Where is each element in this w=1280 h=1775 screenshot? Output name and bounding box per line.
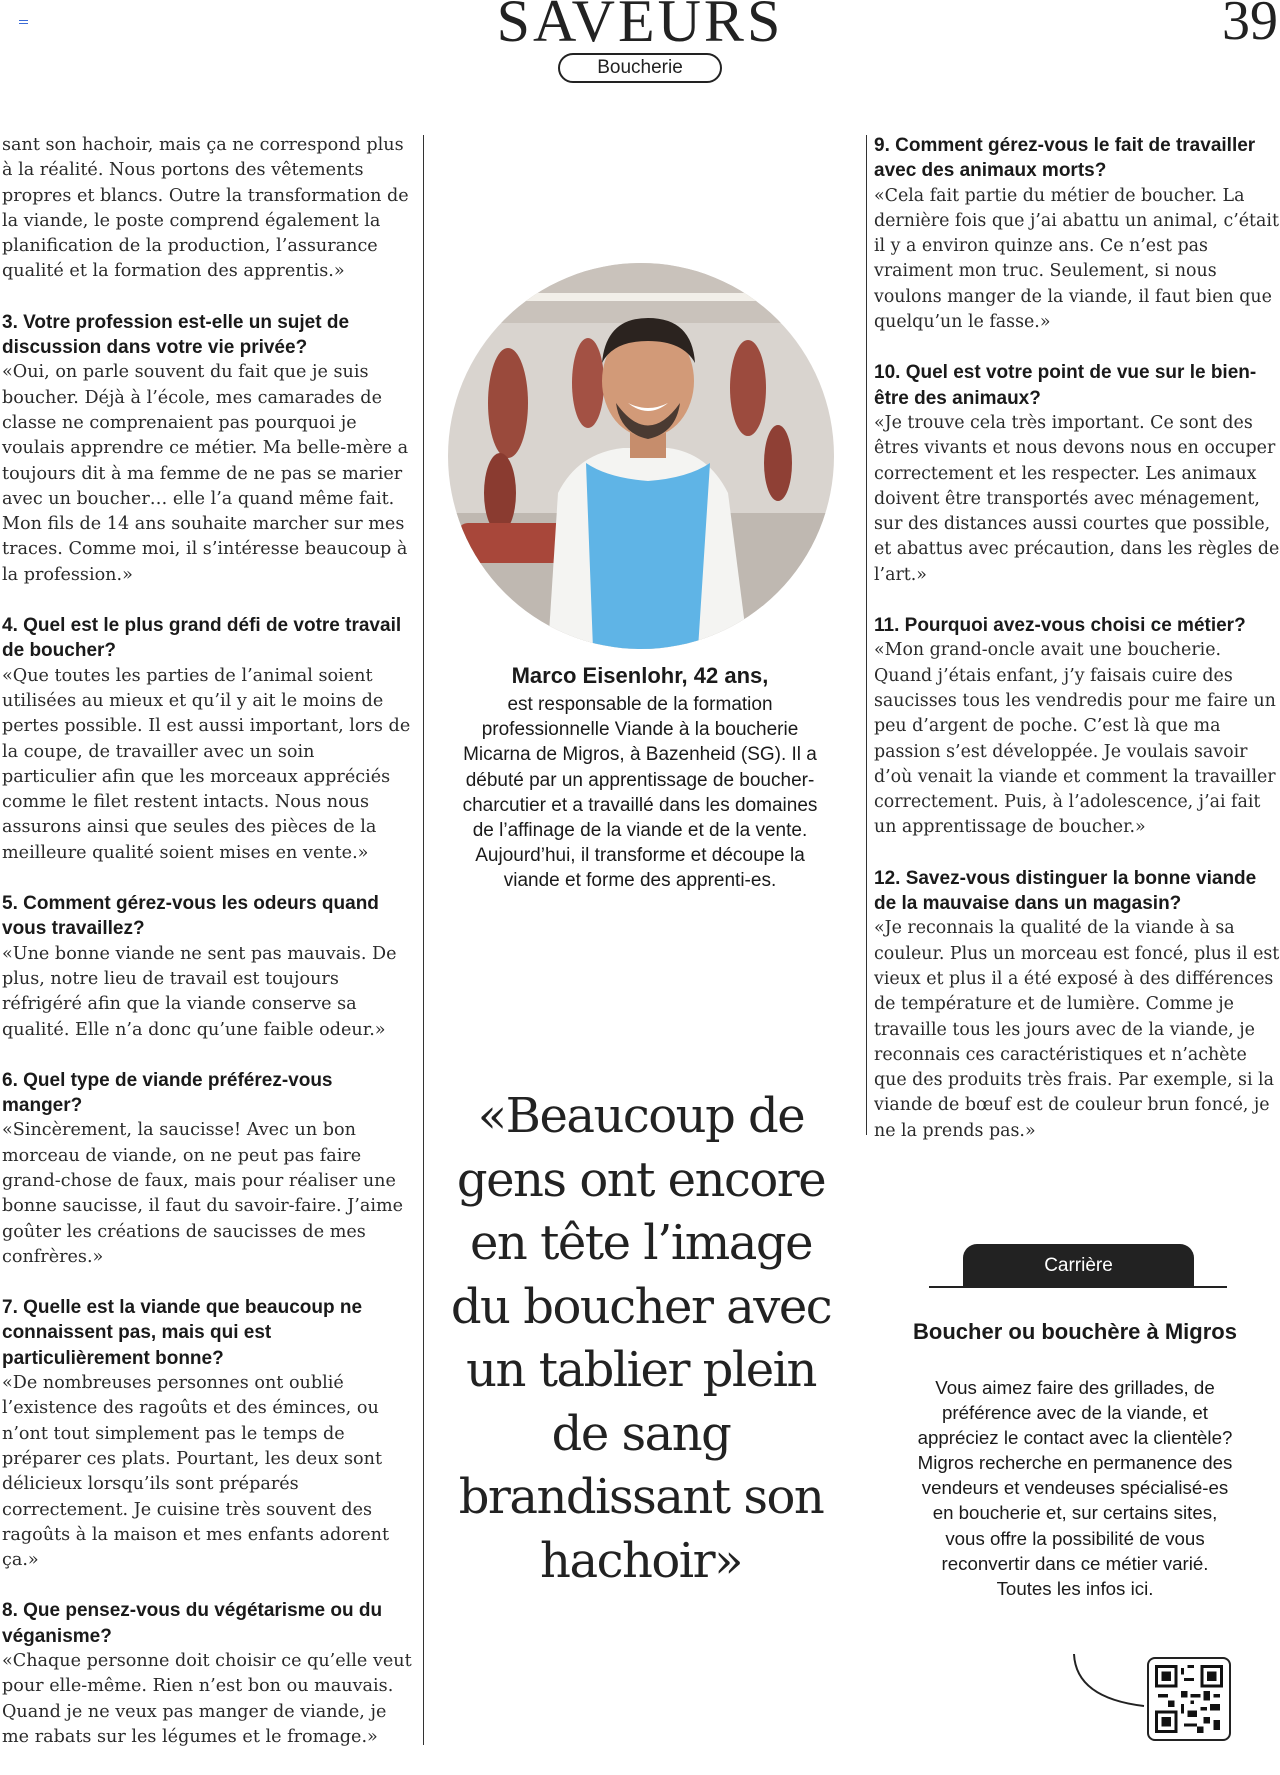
qa-block xyxy=(874,866,1280,1144)
answer: «Que toutes les parties de l’animal soient utilisées au mieux et qu’il y ait le moins de pertes possible. Il est aussi important, lors de la coupe, de travailler avec un soin particulier afin que les morceaux appréciés comme le filet restent intacts. Nous nous assurons ainsi que seules des pièces de la meilleure qualité soient mises en vente.» xyxy=(2,665,411,863)
career-title: Boucher ou bouchère à Migros xyxy=(913,1319,1237,1344)
answer: «Je reconnais la qualité de la viande à sa couleur. Plus un morceau est foncé, plus il est vieux et plus il a été exposé à des différences de température et de lumière. Comme je travaille tous les jours avec de la viande, je reconnais ces caractéristiques et n’achète que des produits très frais. Par exemple, si la viande de bœuf est de couleur brun foncé, je ne la prends pas.» xyxy=(874,918,1280,1141)
answer: «Oui, on parle souvent du fait que je suis boucher. Déjà à l’école, mes camarades de classe ne comprenaient pas pourquoi je voulais apprendre ce métier. Ma belle-mère a toujours dit à ma femme de ne pas se marier avec un boucher… elle l’a quand même fait. Mon fils de 14 ans souhaite marcher sur mes traces. Comme moi, il s’intéresse beaucoup à la profession.» xyxy=(2,362,409,585)
page-number: 39 xyxy=(1222,0,1278,52)
question: 3. Votre profession est-elle un sujet de discussion dans votre vie privée? xyxy=(2,311,350,359)
question: 7. Quelle est la viande que beaucoup ne connaissent pas, mais qui est particulièrement bonne? xyxy=(2,1297,363,1369)
qa-block xyxy=(2,1295,412,1573)
qa-block xyxy=(874,360,1280,588)
section-badge: Boucherie xyxy=(558,53,722,83)
right-column xyxy=(874,133,1280,1169)
answer: «Mon grand-oncle avait une boucherie. Quand j’étais enfant, j’y faisais cuire des saucisses tous les vendredis pour me faire un peu d’argent de poche. C’est là que ma passion s’est développée. Je voulais savoir d’où venait la viande et comment la travailler correctement. Puis, à l’adolescence, j’ai fait un apprentissage de boucher.» xyxy=(874,640,1276,838)
question: 9. Comment gérez-vous le fait de travailler avec des animaux morts? xyxy=(874,135,1256,182)
qa-block xyxy=(874,613,1280,841)
magazine-title: SAVEURS xyxy=(496,0,784,54)
question: 11. Pourquoi avez-vous choisi ce métier? xyxy=(874,615,1246,637)
answer: «Sincèrement, la saucisse! Avec un bon morceau de viande, on ne peut pas faire grand-chose de faux, mais pour réaliser une bonne saucisse, il faut du savoir-faire. J’aime goûter les créations de saucisses de mes confrères.» xyxy=(2,1120,404,1267)
question: 6. Quel type de viande préférez-vous manger? xyxy=(2,1069,333,1117)
portrait-illustration xyxy=(448,263,834,649)
left-column xyxy=(2,133,412,1775)
portrait-caption xyxy=(450,662,830,894)
qa-block xyxy=(2,1598,412,1750)
question: 12. Savez-vous distinguer la bonne viande de la mauvaise dans un magasin? xyxy=(874,867,1257,915)
career-tab-label: Carrière xyxy=(963,1244,1194,1286)
question: 8. Que pensez-vous du végétarisme ou du véganisme? xyxy=(2,1600,383,1647)
question: 10. Quel est votre point de vue sur le bien-être des animaux? xyxy=(874,362,1257,409)
butcher-portrait-photo xyxy=(448,263,834,649)
qr-code-pattern xyxy=(1155,1665,1223,1733)
answer: «Chaque personne doit choisir ce qu’elle veut pour elle-même. Rien n’est bon ou mauvais. Quand je ne veux pas manger de viande, je me rabats sur les légumes et le fromage.» xyxy=(2,1651,412,1747)
answer: «De nombreuses personnes ont oublié l’existence des ragoûts et des éminces, ou n’ont tout simplement pas le temps de préparer ces plats. Pourtant, les deux sont délicieux lorsqu’ils sont préparés correctement. Je cuisine très souvent des ragoûts à la maison et mes enfants adorent ça.» xyxy=(2,1373,390,1571)
answer: «Je trouve cela très important. Ce sont des êtres vivants et nous devons nous en occuper correctement et les respecter. Les animaux doivent être transportés avec ménagement, sur des distances aussi courtes que possible, et abattus avec précaution, dans les règles de l’art.» xyxy=(874,412,1280,585)
qa-block xyxy=(2,1068,412,1270)
qa-block xyxy=(874,133,1280,335)
intro-paragraph: sant son hachoir, mais ça ne correspond plus à la réalité. Nous portons des vêtements propres et blancs. Outre la transformation de la viande, le poste comprend également la planification de la production, l’assurance qualité et la formation des apprentis.» xyxy=(2,135,409,282)
column-divider-left xyxy=(423,135,424,1745)
arrow-line-icon xyxy=(1068,1650,1148,1720)
caption-text: est responsable de la formation professionnelle Viande à la boucherie Micarna de Migros, à Bazenheid (SG). Il a débuté par un apprentissage de boucher-charcutier et a travaillé dans les domaines de l’affinage de la viande et de la vente. Aujourd’hui, il transforme et découpe la viande et forme des apprenti-es. xyxy=(462,694,818,892)
answer: «Cela fait partie du métier de boucher. La dernière fois que j’ai abattu un animal, c’était il y a environ quinze ans. Ce n’est pas vraiment mon truc. Seulement, si nous voulons manger de la viande, il faut bien que quelqu’un le fasse.» xyxy=(874,185,1279,333)
qa-block xyxy=(2,310,412,588)
caption-name: Marco Eisenlohr, 42 ans, xyxy=(511,663,769,688)
career-divider xyxy=(929,1286,1227,1288)
column-divider-right xyxy=(866,135,867,1135)
career-text: Vous aimez faire des grillades, de préférence avec de la viande, et appréciez le contact avec la clientèle? Migros recherche en permanence des vendeurs et vendeuses spécialisé-es en boucherie et, sur certains sites, vous offre la possibilité de vous reconvertir dans ce métier varié. Toutes les infos ici. xyxy=(917,1377,1233,1599)
qr-code-icon[interactable] xyxy=(1147,1657,1231,1741)
pull-quote: «Beaucoup de gens ont encore en tête l’image du boucher avec un tablier plein de sang brandissant son hachoir» xyxy=(450,1088,832,1589)
question: 4. Quel est le plus grand défi de votre travail de boucher? xyxy=(2,615,402,662)
answer: «Une bonne viande ne sent pas mauvais. De plus, notre lieu de travail est toujours réfrigéré afin que la viande conserve sa qualité. Elle n’a donc qu’une faible odeur.» xyxy=(2,943,397,1040)
qa-block xyxy=(2,613,412,866)
question: 5. Comment gérez-vous les odeurs quand vous travaillez? xyxy=(2,893,379,940)
qa-block xyxy=(2,891,412,1043)
